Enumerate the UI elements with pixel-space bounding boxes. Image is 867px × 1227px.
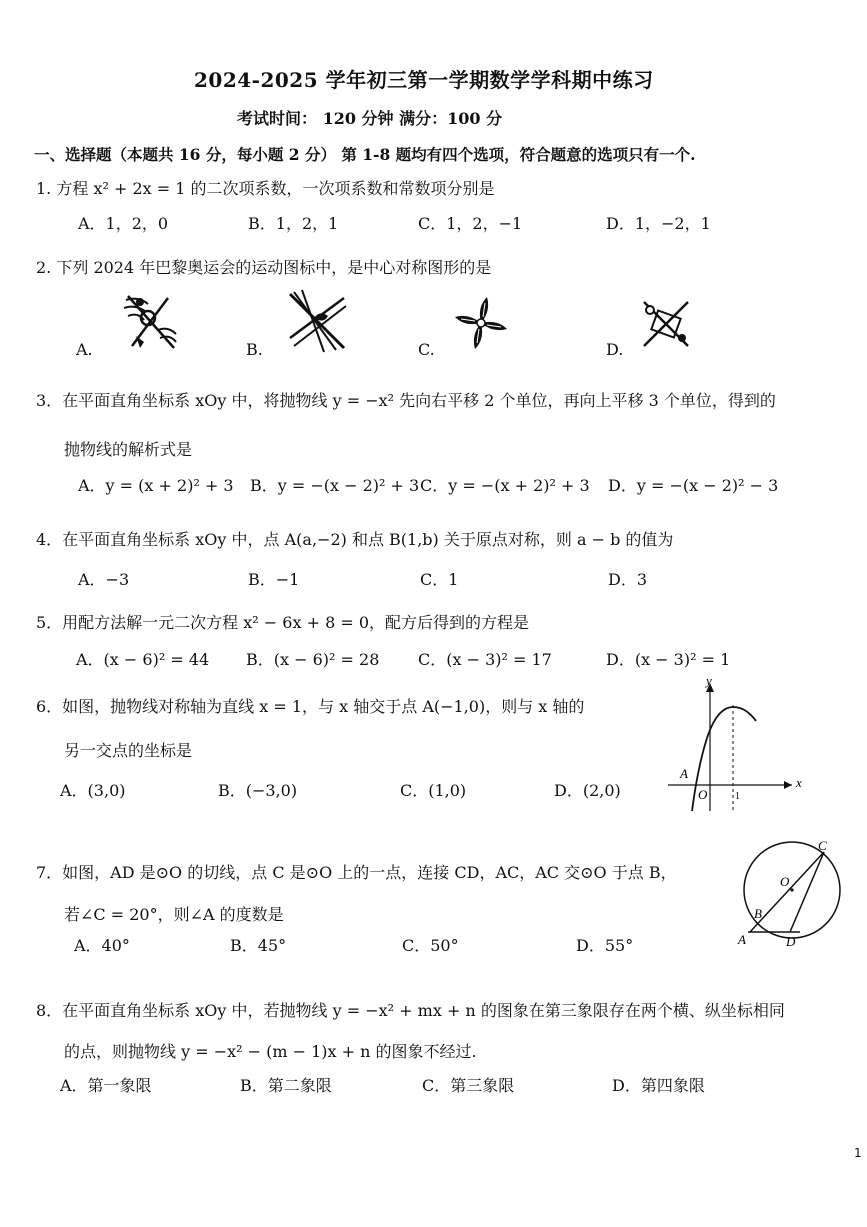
page-number: 1 — [854, 1146, 862, 1160]
q3-option-a: A．y = (x + 2)² + 3 — [78, 476, 234, 495]
question-8-stem: 8．在平面直角坐标系 xOy 中，若抛物线 y = −x² + mx + n 的图象在第三象限存在两个横、纵坐标相同 — [36, 1001, 785, 1020]
q3-option-d: D．y = −(x − 2)² − 3 — [608, 476, 779, 495]
q3-option-c: C．y = −(x + 2)² + 3 — [420, 476, 590, 495]
q2-option-a: A. — [76, 340, 93, 359]
q2-option-d: D. — [606, 340, 624, 359]
center-o-label: O — [780, 874, 790, 889]
q4-option-c: C．1 — [420, 570, 459, 589]
question-1-stem: 1. 方程 x² + 2x = 1 的二次项系数，一次项系数和常数项分别是 — [36, 179, 495, 198]
q8-option-b: B．第二象限 — [240, 1076, 332, 1095]
pinwheel-pictogram-icon — [450, 292, 512, 354]
q6-option-c: C．(1,0) — [400, 781, 467, 800]
question-6-stem: 6．如图，抛物线对称轴为直线 x = 1，与 x 轴交于点 A(−1,0)，则与 x 轴的 — [36, 697, 585, 716]
parabola-figure — [660, 675, 810, 815]
tick-1-label: 1 — [735, 791, 740, 802]
q6-option-a: A．(3,0) — [60, 781, 126, 800]
q6-option-d: D．(2,0) — [554, 781, 621, 800]
q5-option-a: A．(x − 6)² = 44 — [76, 650, 210, 669]
question-2-stem: 2. 下列 2024 年巴黎奥运会的运动图标中，是中心对称图形的是 — [36, 258, 492, 277]
y-axis-label: y — [706, 675, 712, 688]
q5-option-c: C．(x − 3)² = 17 — [418, 650, 552, 669]
q7-option-d: D．55° — [576, 936, 634, 955]
q3-option-b: B．y = −(x − 2)² + 3 — [250, 476, 420, 495]
q1-option-d: D．1，−2，1 — [606, 214, 711, 233]
fencing-pictogram-icon — [640, 298, 692, 350]
question-8-stem-line2: 的点，则抛物线 y = −x² − (m − 1)x + n 的图象不经过. — [64, 1042, 477, 1061]
question-7-stem-line2: 若∠C = 20°，则∠A 的度数是 — [64, 905, 284, 924]
point-b-label: B — [754, 906, 762, 921]
point-d-label: D — [786, 934, 796, 949]
point-a-label: A — [738, 932, 746, 947]
question-3-stem-line2: 抛物线的解析式是 — [64, 440, 193, 459]
q2-option-c: C. — [418, 340, 435, 359]
rowing-pictogram-icon — [284, 288, 350, 354]
question-6-stem-line2: 另一交点的坐标是 — [64, 741, 193, 760]
q4-option-a: A．−3 — [78, 570, 130, 589]
q1-option-c: C．1，2，−1 — [418, 214, 523, 233]
q2-option-b: B. — [246, 340, 263, 359]
point-a-label: A — [680, 766, 688, 781]
exam-info: 考试时间： 120 分钟 满分：100 分 — [237, 109, 503, 128]
x-axis-label: x — [796, 775, 802, 790]
q7-option-b: B．45° — [230, 936, 287, 955]
q4-option-b: B．−1 — [248, 570, 300, 589]
q6-option-b: B．(−3,0) — [218, 781, 298, 800]
q8-option-d: D．第四象限 — [612, 1076, 705, 1095]
q8-option-a: A．第一象限 — [60, 1076, 152, 1095]
q8-option-c: C．第三象限 — [422, 1076, 515, 1095]
question-7-stem: 7．如图，AD 是⊙O 的切线，点 C 是⊙O 上的一点，连接 CD，AC，AC 交⊙O 于点 B， — [36, 863, 677, 882]
q7-option-c: C．50° — [402, 936, 459, 955]
q1-option-b: B．1，2，1 — [248, 214, 339, 233]
cycling-pictogram-icon — [118, 290, 182, 354]
q1-option-a: A．1，2，0 — [78, 214, 169, 233]
question-3-stem: 3．在平面直角坐标系 xOy 中，将抛物线 y = −x² 先向右平移 2 个单位，再向上平移 3 个单位，得到的 — [36, 391, 776, 410]
origin-label: O — [698, 787, 708, 802]
section-heading: 一、选择题（本题共 16 分，每小题 2 分） 第 1-8 题均有四个选项，符合题意的选项只有一个. — [34, 145, 696, 164]
q5-option-d: D．(x − 3)² = 1 — [606, 650, 731, 669]
q5-option-b: B．(x − 6)² = 28 — [246, 650, 380, 669]
point-c-label: C — [818, 838, 827, 853]
q4-option-d: D．3 — [608, 570, 648, 589]
circle-tangent-figure — [730, 832, 850, 954]
question-4-stem: 4．在平面直角坐标系 xOy 中，点 A(a,−2) 和点 B(1,b) 关于原点对称，则 a − b 的值为 — [36, 530, 674, 549]
q7-option-a: A．40° — [74, 936, 130, 955]
exam-title: 2024-2025 学年初三第一学期数学学科期中练习 — [194, 68, 654, 92]
question-5-stem: 5．用配方法解一元二次方程 x² − 6x + 8 = 0，配方后得到的方程是 — [36, 613, 530, 632]
